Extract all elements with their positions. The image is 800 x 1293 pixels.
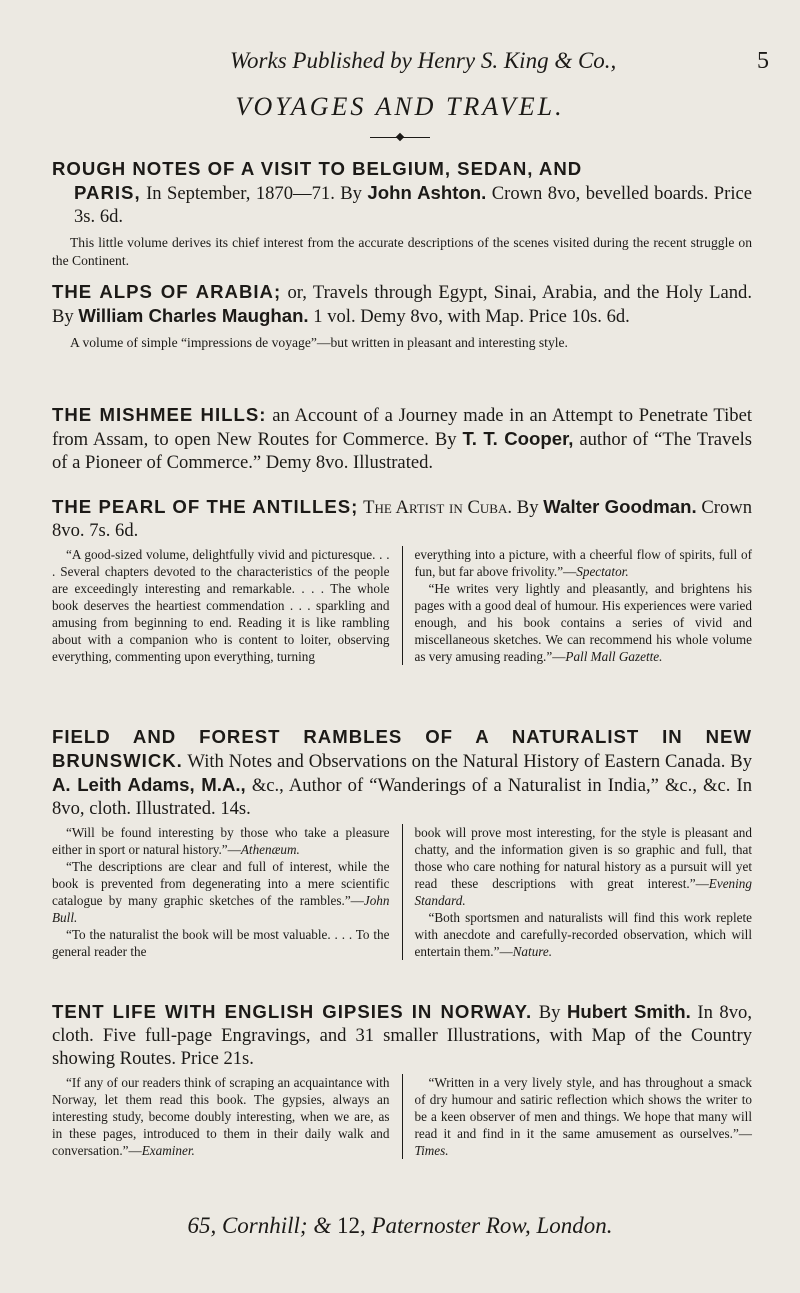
author-name: William Charles Maughan. <box>78 305 309 326</box>
book-title: THE ALPS OF ARABIA; <box>52 281 282 302</box>
entry-mishmee-hills <box>52 403 752 474</box>
author-name: John Ashton. <box>367 182 487 203</box>
section-title: VOYAGES AND TRAVEL. <box>235 92 565 121</box>
book-title: TENT LIFE WITH ENGLISH GIPSIES IN NORWAY. <box>52 1001 533 1022</box>
entry-heading: THE MISHMEE HILLS: an Account of a Journey made in an Attempt to Penetrate Tibet from Assam, to open New Routes for Commerce. By T. T. Cooper, author of “The Travels of a Pioneer of Commerce.” Demy 8vo. Illustrated. <box>52 404 752 473</box>
review-column-left: “A good-sized volume, delightfully vivid and picturesque. . . . Several chapters devoted to the characteristics of the people are exceedingly interesting and remarkable. . . . The whole book deserves the heartiest commendation . . . sparkling and amusing from beginning to end. Reading it is like rambling about with a companion who is content to loiter, observing everything, commenting upon everything, turning <box>52 547 390 664</box>
review-columns <box>52 546 752 665</box>
review-columns <box>52 824 752 960</box>
review-column-left: “Will be found interesting by those who take a pleasure either in sport or natural history.”—Athenæum. “The descriptions are clear and full of interest, while the book is prevented from degenerating into a mere scientific catalogue by many graphic sketches of the rambles.”—John Bull. “To the naturalist the book will be most valuable. . . . To the general reader the <box>52 825 390 959</box>
author-name: Hubert Smith. <box>567 1001 691 1022</box>
book-title: THE PEARL OF THE ANTILLES; <box>52 496 359 517</box>
entry-heading: THE PEARL OF THE ANTILLES; The Artist in Cuba. By Walter Goodman. Crown 8vo. 7s. 6d. <box>52 496 752 541</box>
book-title: FIELD AND FOREST RAMBLES OF A NATURALIST IN NEW BRUNSWICK. <box>52 726 752 771</box>
book-title: THE MISHMEE HILLS: <box>52 404 267 425</box>
entry-heading: THE ALPS OF ARABIA; or, Travels through Egypt, Sinai, Arabia, and the Holy Land. By William Charles Maughan. 1 vol. Demy 8vo, with Map. Price 10s. 6d. <box>52 281 752 327</box>
review-column-right: “Written in a very lively style, and has throughout a smack of dry humour and satiric reflection which shows the writer to be a keen observer of men and things. We hope that many will read it and find in it the same amusement as ourselves.”—Times. <box>402 1074 753 1159</box>
review-column-right: book will prove most interesting, for the style is pleasant and chatty, and the information given is so graphic and full, that those who care nothing for natural history as a pursuit will yet read these descriptions with great interest.”—Evening Standard. “Both sportsmen and naturalists will find this work replete with anecdote and carefully-recorded observation, which will entertain them.”—Nature. <box>402 824 753 960</box>
entry-details: PARIS, In September, 1870—71. By John Ashton. Crown 8vo, bevelled boards. Price 3s. 6d. <box>74 182 753 227</box>
diamond-icon <box>396 133 404 141</box>
entry-heading: TENT LIFE WITH ENGLISH GIPSIES IN NORWAY. By Hubert Smith. In 8vo, cloth. Five full-page Engravings, and 31 smaller Illustrations, with Map of the Country showing Routes. Price 21s. <box>52 1001 752 1069</box>
page-number: 5 <box>757 48 769 74</box>
book-title: ROUGH NOTES OF A VISIT TO BELGIUM, SEDAN, AND <box>52 158 583 179</box>
entry-field-and-forest <box>52 725 752 960</box>
entry-heading <box>52 157 752 181</box>
entry-note: This little volume derives its chief interest from the accurate descriptions of the scenes visited during the recent struggle on the Continent. <box>52 235 752 268</box>
author-name: A. Leith Adams, M.A., <box>52 774 246 795</box>
entry-rough-notes <box>52 157 752 269</box>
review-column-right: everything into a picture, with a cheerful flow of spirits, full of fun, but far above frivolity.”—Spectator. “He writes very lightly and pleasantly, and brightens his pages with a good deal of humour. His experiences were varied enough, and his book contains a series of vivid and miscellaneous sketches. We can recommend his whole volume as very amusing reading.”—Pall Mall Gazette. <box>402 546 753 665</box>
review-column-left: “If any of our readers think of scraping an acquaintance with Norway, let them read this book. The gypsies, always an interesting study, become doubly interesting, when we are, as in these pages, introduced to them in their daily walk and conversation.”—Examiner. <box>52 1075 390 1158</box>
publisher-address: 65, Cornhill; & 12, Paternoster Row, London. <box>187 1213 613 1238</box>
entry-pearl-of-antilles <box>52 495 752 665</box>
author-name: T. T. Cooper, <box>462 428 574 449</box>
author-name: Walter Goodman. <box>543 496 697 517</box>
review-columns <box>52 1074 752 1159</box>
entry-heading: FIELD AND FOREST RAMBLES OF A NATURALIST IN NEW BRUNSWICK. With Notes and Observations on the Natural History of Eastern Canada. By A. Leith Adams, M.A., &c., Author of “Wanderings of a Naturalist in India,” &c., &c. In 8vo, cloth. Illustrated. 14s. <box>52 726 752 819</box>
running-head: Works Published by Henry S. King & Co., <box>230 48 617 73</box>
divider-ornament <box>370 133 430 143</box>
entry-tent-life <box>52 1000 752 1159</box>
entry-alps-of-arabia <box>52 280 752 352</box>
entry-note: A volume of simple “impressions de voyage”—but written in pleasant and interesting style. <box>70 335 568 350</box>
